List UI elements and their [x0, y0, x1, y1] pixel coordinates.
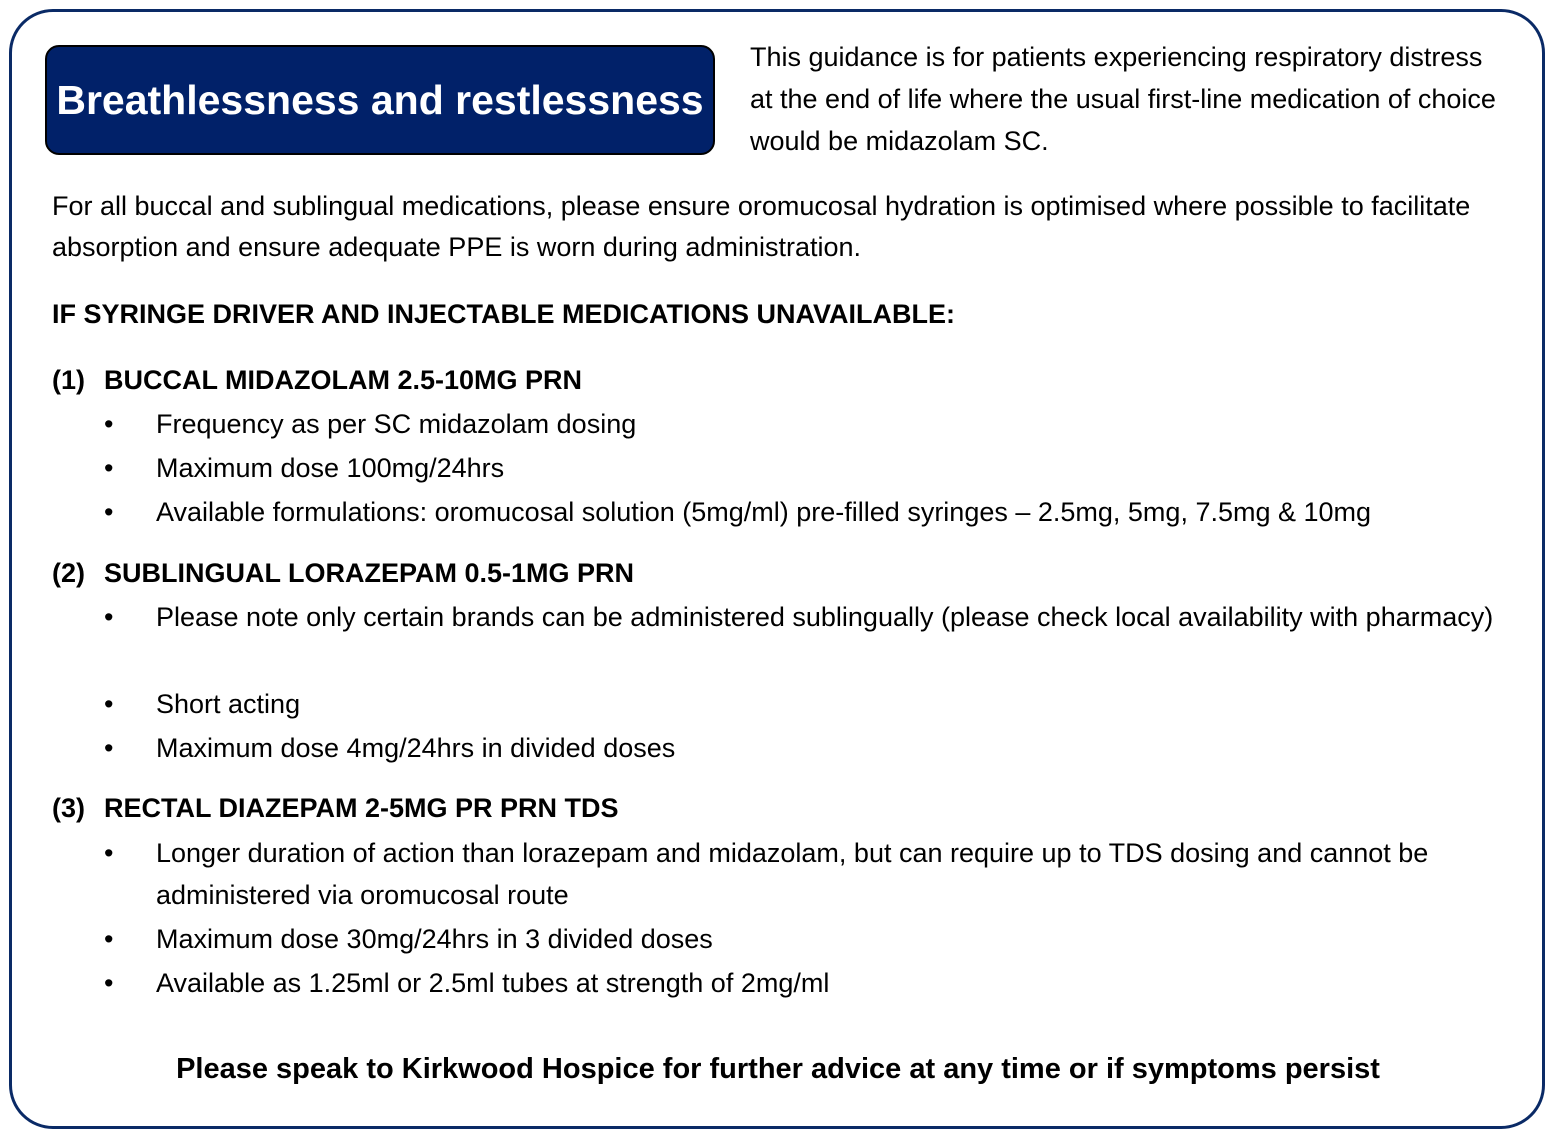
unavailable-heading: IF SYRINGE DRIVER AND INJECTABLE MEDICATIONS UNAVAILABLE:: [52, 299, 956, 329]
bullet-icon: •: [104, 838, 114, 868]
list-item: [104, 491, 1514, 533]
section-2-heading: SUBLINGUAL LORAZEPAM 0.5-1MG PRN: [104, 558, 635, 588]
bullet-icon: •: [104, 968, 114, 998]
section-2-number: (2): [52, 558, 85, 588]
bullet-icon: •: [104, 453, 114, 483]
bullet-icon: •: [104, 497, 114, 527]
section-1-heading: BUCCAL MIDAZOLAM 2.5-10MG PRN: [104, 365, 583, 395]
list-item-text: Longer duration of action than lorazepam and midazolam, but can require up to TDS dosing and cannot be administered via oromucosal route: [156, 838, 1429, 910]
list-item: [104, 727, 1514, 769]
section-3-title: [52, 788, 619, 829]
list-item-text: Maximum dose 100mg/24hrs: [156, 453, 505, 483]
list-item: [104, 683, 1514, 725]
bullet-icon: •: [104, 409, 114, 439]
list-item-text: Available as 1.25ml or 2.5ml tubes at strength of 2mg/ml: [156, 968, 830, 998]
section-1-title: [52, 360, 582, 401]
bullet-icon: •: [104, 689, 114, 719]
list-item: [104, 403, 1514, 445]
bullet-icon: •: [104, 733, 114, 763]
list-item: [104, 447, 1514, 489]
list-item-text: Please note only certain brands can be administered sublingually (please check local availability with pharmacy): [156, 602, 1494, 632]
footer-advice: Please speak to Kirkwood Hospice for further advice at any time or if symptoms persist: [176, 1053, 1380, 1085]
bullet-icon: •: [104, 602, 114, 632]
section-1-number: (1): [52, 365, 85, 395]
list-item-text: Frequency as per SC midazolam dosing: [156, 409, 637, 439]
list-item: [104, 918, 1514, 960]
section-3-heading: RECTAL DIAZEPAM 2-5MG PR PRN TDS: [104, 793, 619, 823]
list-item: [104, 832, 1514, 916]
section-3-number: (3): [52, 793, 85, 823]
section-2-title: [52, 553, 634, 594]
list-item-text: Maximum dose 30mg/24hrs in 3 divided doses: [156, 924, 713, 954]
page-title: Breathlessness and restlessness: [56, 76, 704, 123]
hydration-paragraph: For all buccal and sublingual medications, please ensure oromucosal hydration is optimised where possible to facilitate absorption and ensure adequate PPE is worn during administration.: [52, 191, 1471, 262]
bullet-icon: •: [104, 924, 114, 954]
intro-text: This guidance is for patients experiencing respiratory distress at the end of life where the usual first-line medication of choice would be midazolam SC.: [750, 42, 1496, 156]
list-item: [104, 596, 1514, 638]
list-item-text: Short acting: [156, 689, 301, 719]
list-item-text: Maximum dose 4mg/24hrs in divided doses: [156, 733, 676, 763]
title-banner: [45, 45, 715, 155]
list-item: [104, 962, 1514, 1004]
list-item-text: Available formulations: oromucosal solution (5mg/ml) pre-filled syringes – 2.5mg, 5mg, 7.5mg & 10mg: [156, 497, 1372, 527]
